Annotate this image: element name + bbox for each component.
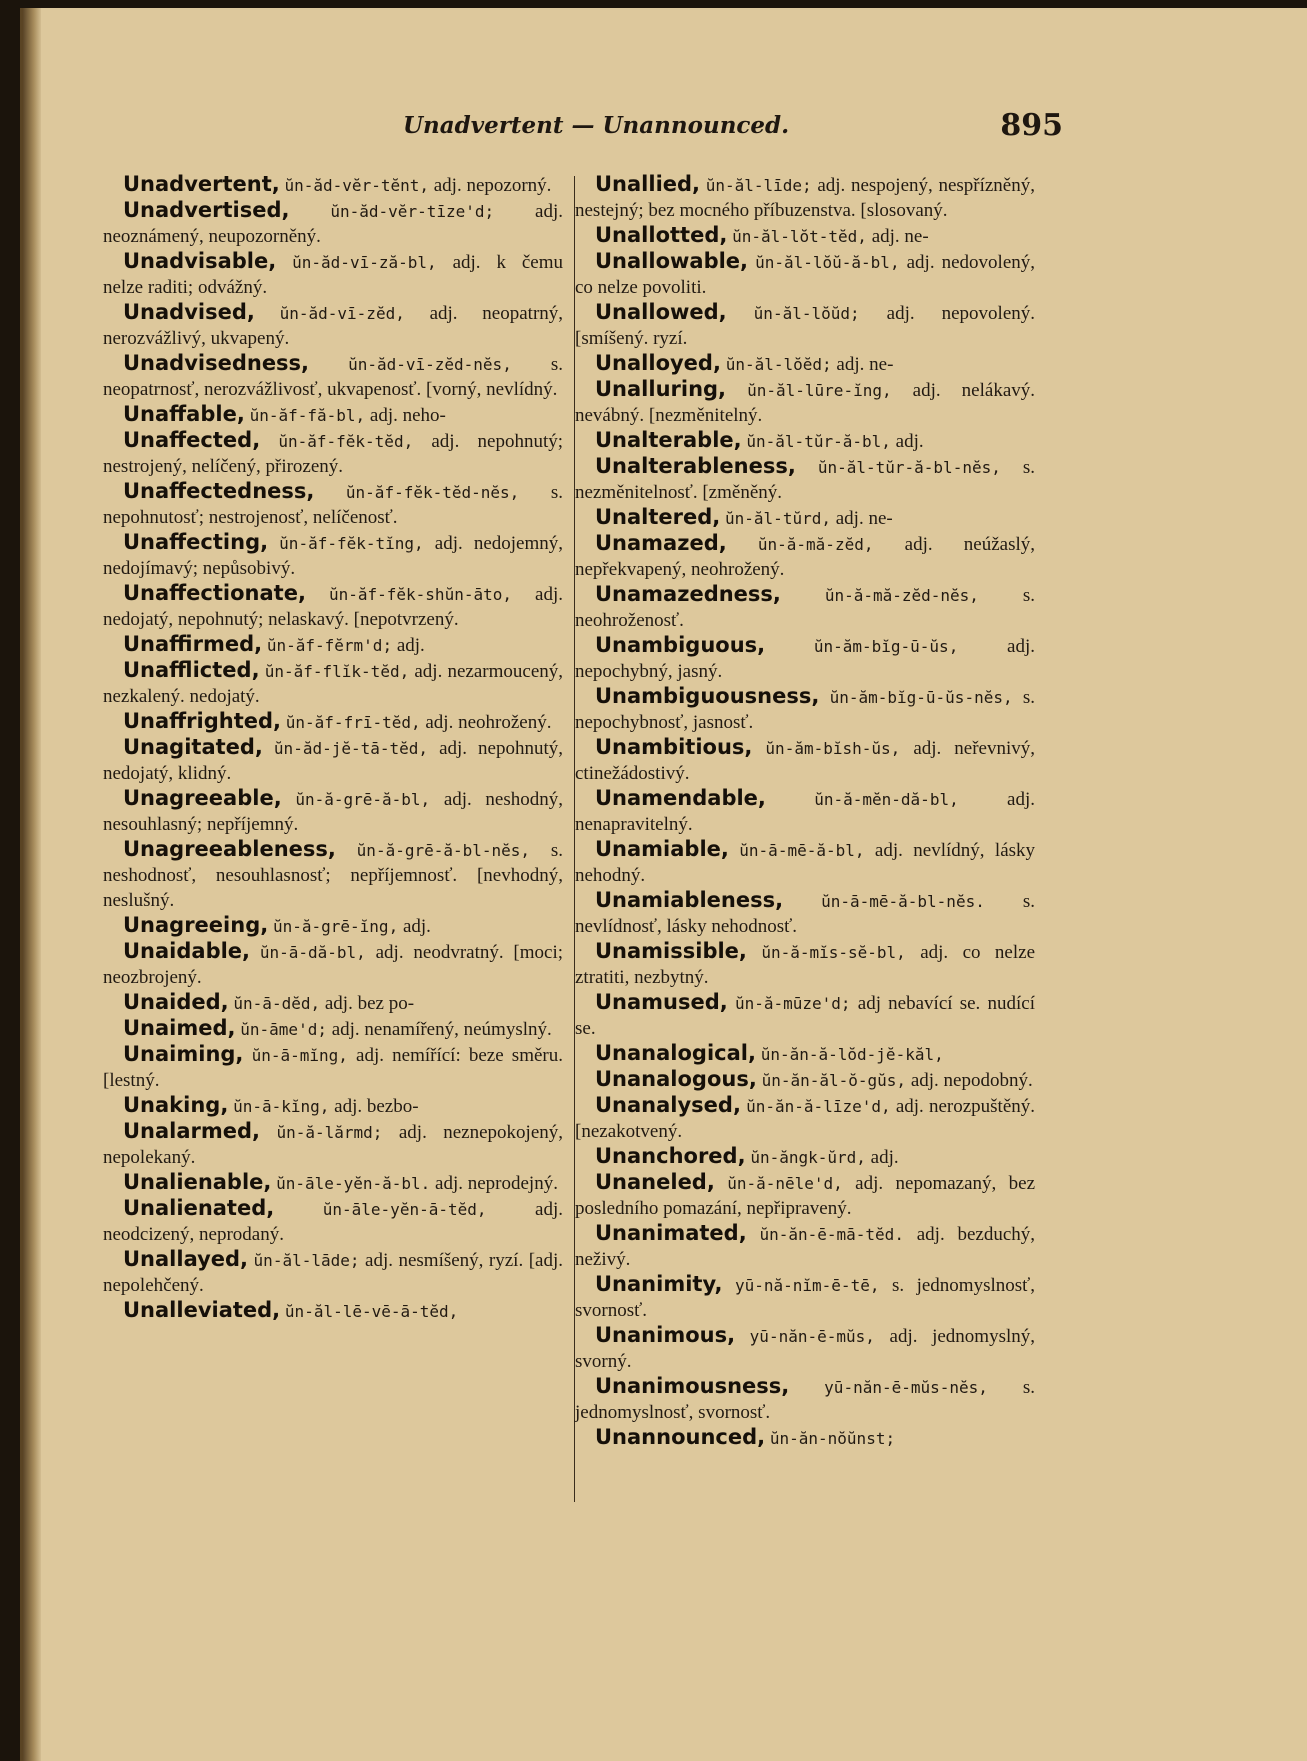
entry-pronunciation: ŭn-ă-mĕn-dă-bl, <box>814 790 959 809</box>
entry-pronunciation: ŭn-ăm-bĭg-ū-ŭs, <box>813 637 959 656</box>
entry-definition: adj. nedojemný, nedojímavý; nepůsobivý. <box>103 533 563 579</box>
entry-definition: s. nezměnitelnosť. [změněný. <box>575 457 1036 503</box>
entry-pronunciation: ŭn-ăl-lŏĕd; <box>725 355 832 374</box>
entry-pronunciation: ŭn-ăn-ă-lŏd-jĕ-kăl, <box>760 1045 944 1064</box>
entry-definition: adj. <box>870 1147 899 1168</box>
entry-headword: Unaffectedness, <box>123 479 315 503</box>
entry-definition: adj. nedovolený, co nelze povoliti. <box>575 252 1036 298</box>
entry-pronunciation: ŭn-ăd-jĕ-tā-tĕd, <box>273 739 429 758</box>
entry-pronunciation: ŭn-ă-lărmd; <box>276 1123 383 1142</box>
entry-pronunciation: ŭn-ăf-fĕrm'd; <box>266 636 393 655</box>
dictionary-entry <box>575 377 1035 428</box>
dictionary-entry <box>575 1041 1035 1067</box>
entry-headword: Unadvertised, <box>123 198 290 222</box>
right-column <box>575 172 1035 1451</box>
dictionary-entry <box>103 1196 563 1247</box>
dictionary-entry <box>103 913 563 939</box>
entry-headword: Unalienated, <box>123 1196 275 1220</box>
dictionary-entry <box>103 530 563 581</box>
entry-definition: adj. co nelze ztratiti, nezbytný. <box>575 942 1035 988</box>
entry-pronunciation: ŭn-ăn-ē-mā-tĕd. <box>759 1225 904 1244</box>
entry-pronunciation: ŭn-āle-yĕn-ā-tĕd, <box>322 1200 487 1219</box>
dictionary-entry <box>575 684 1035 735</box>
entry-definition: adj. neprodejný. <box>435 1173 558 1194</box>
dictionary-entry <box>575 454 1035 505</box>
dictionary-entry <box>103 300 563 351</box>
entry-headword: Unalarmed, <box>123 1119 261 1143</box>
entry-headword: Unaking, <box>123 1093 229 1117</box>
entry-headword: Unamiable, <box>595 837 729 861</box>
entry-headword: Unannounced, <box>595 1425 766 1449</box>
entry-pronunciation: ŭn-ăd-vī-ză-bl, <box>292 253 437 272</box>
entry-definition: adj. neodvratný. [moci; neozbrojený. <box>103 942 564 988</box>
entry-definition: adj. nesmíšený, ryzí. [adj. nepolehčený. <box>103 1250 563 1296</box>
entry-definition: adj. nelákavý. nevábný. [nezměnitelný. <box>575 380 1036 426</box>
entry-headword: Unalterable, <box>595 428 742 452</box>
entry-headword: Unaltered, <box>595 505 721 529</box>
entry-pronunciation: ŭn-ā-dĕd, <box>233 994 321 1013</box>
entry-definition: adj. neshodný, nesouhlasný; nepříjemný. <box>103 789 563 835</box>
entry-pronunciation: ŭn-ă-mĭs-sĕ-bl, <box>761 943 906 962</box>
entry-definition: adj. nerozpuštěný. [nezakotvený. <box>575 1096 1036 1142</box>
book-page <box>20 8 1307 1761</box>
entry-pronunciation: yū-năn-ē-mŭs-nĕs, <box>824 1378 988 1397</box>
entry-headword: Unanimated, <box>595 1221 747 1245</box>
entry-definition: adj. <box>396 635 425 656</box>
entry-definition: adj. <box>895 431 924 452</box>
entry-pronunciation: ŭn-ăd-vĕr-tĕnt, <box>284 176 429 195</box>
entry-pronunciation: ŭn-āle-yĕn-ă-bl. <box>276 1174 431 1193</box>
dictionary-entry <box>103 735 563 786</box>
entry-headword: Unanchored, <box>595 1144 746 1168</box>
entry-definition: adj. neřevnivý, ctinežádostivý. <box>575 738 1036 784</box>
entry-headword: Unaneled, <box>595 1170 715 1194</box>
dictionary-entry <box>103 632 563 658</box>
entry-headword: Unamazedness, <box>595 582 781 606</box>
entry-pronunciation: ŭn-ăd-vī-zĕd, <box>279 304 405 323</box>
entry-pronunciation: ŭn-ă-mūze'd; <box>734 994 851 1013</box>
dictionary-entry <box>103 1119 563 1170</box>
entry-pronunciation: ŭn-ā-mē-ă-bl, <box>739 841 865 860</box>
entry-headword: Unambiguousness, <box>595 684 820 708</box>
entry-pronunciation: ŭn-āme'd; <box>240 1020 327 1039</box>
entry-pronunciation: ŭn-ăd-vī-zĕd-nĕs, <box>348 355 512 374</box>
entry-definition: s. nepohnutosť; nestrojenosť, nelíčenosť. <box>103 482 563 528</box>
dictionary-entry <box>575 505 1035 531</box>
entry-pronunciation: ŭn-ă-nēle'd, <box>727 1174 843 1193</box>
entry-headword: Unalloyed, <box>595 351 721 375</box>
dictionary-entry <box>575 633 1035 684</box>
page-number: 895 <box>1000 108 1063 143</box>
entry-definition: adj. bezbo- <box>334 1096 419 1117</box>
entry-pronunciation: ŭn-ā-dă-bl, <box>259 943 366 962</box>
entry-pronunciation: ŭn-ă-grē-ă-bl, <box>295 790 431 809</box>
entry-pronunciation: ŭn-ăn-ă-līze'd, <box>746 1097 891 1116</box>
entry-pronunciation: ŭn-ăl-lŏŭ-ă-bl, <box>755 253 900 272</box>
dictionary-entry <box>103 198 563 249</box>
dictionary-entry <box>103 479 563 530</box>
entry-headword: Unallied, <box>595 172 701 196</box>
entry-pronunciation: ŭn-ăl-lūre-ĭng, <box>747 381 892 400</box>
entry-pronunciation: ŭn-ā-mĭng, <box>251 1046 348 1065</box>
entry-headword: Unanalogical, <box>595 1041 756 1065</box>
entry-headword: Unadvisedness, <box>123 351 310 375</box>
dictionary-entry <box>575 837 1035 888</box>
entry-definition: adj. jednomyslný, svorný. <box>575 1326 1035 1372</box>
entry-pronunciation: ŭn-ăl-tŭrd, <box>725 509 831 528</box>
entry-definition: adj. neoznámený, neupozorněný. <box>103 201 563 247</box>
entry-definition: adj. neohrožený. <box>425 712 552 733</box>
entry-headword: Unaffected, <box>123 428 261 452</box>
dictionary-entry <box>575 1170 1035 1221</box>
left-column <box>103 172 563 1324</box>
entry-headword: Unambitious, <box>595 735 753 759</box>
dictionary-entry <box>103 351 563 402</box>
dictionary-entry <box>103 786 563 837</box>
entry-definition: adj. <box>402 916 431 937</box>
entry-definition: adj. nedojatý, nepohnutý; nelaskavý. [nepotvrzený. <box>103 584 564 630</box>
entry-pronunciation: ŭn-ăl-lŏt-tĕd, <box>732 227 867 246</box>
entry-pronunciation: ŭn-ă-mă-zĕd-nĕs, <box>824 586 979 605</box>
entry-definition: s. neshodnosť, nesouhlasnosť; nepříjemnosť. [nevhodný, neslušný. <box>103 840 564 911</box>
dictionary-entry <box>103 1247 563 1298</box>
page-title: Unadvertent — Unannounced. <box>403 112 790 139</box>
book-spine-shadow <box>23 8 41 1761</box>
dictionary-entry <box>103 709 563 735</box>
page-header <box>123 108 1063 148</box>
entry-definition: adj. bez po- <box>324 993 415 1014</box>
entry-headword: Unadvised, <box>123 300 255 324</box>
entry-pronunciation: ŭn-ă-mă-zĕd, <box>757 535 874 554</box>
dictionary-entry <box>575 1272 1035 1323</box>
dictionary-entry <box>575 531 1035 582</box>
entry-definition: adj. neopatrný, nerozvážlivý, ukvapený. <box>103 303 564 349</box>
entry-definition: adj. neodcizený, neprodaný. <box>103 1199 563 1245</box>
dictionary-entry <box>575 990 1035 1041</box>
entry-pronunciation: ŭn-ā-mē-ă-bl-nĕs. <box>821 892 985 911</box>
dictionary-entry <box>103 428 563 479</box>
entry-pronunciation: ŭn-ăn-ăl-ŏ-gŭs, <box>761 1071 907 1090</box>
entry-definition: adj. ne- <box>871 226 929 247</box>
entry-definition: adj. nepohnutý; nestrojený, nelíčený, přirozený. <box>103 431 563 477</box>
entry-headword: Unaidable, <box>123 939 251 963</box>
entry-pronunciation: ŭn-ăl-lē-vē-ā-tĕd, <box>284 1302 459 1321</box>
entry-pronunciation: ŭn-ăl-līde; <box>705 176 812 195</box>
entry-pronunciation: ŭn-ăf-flĭk-tĕd, <box>264 662 410 681</box>
entry-pronunciation: ŭn-ăd-vĕr-tīze'd; <box>330 202 495 221</box>
entry-definition: adj. nenapravitelný. <box>575 789 1035 835</box>
entry-headword: Unaffrighted, <box>123 709 282 733</box>
entry-headword: Unallowed, <box>595 300 727 324</box>
entry-pronunciation: ŭn-ăm-bĭg-ū-ŭs-nĕs, <box>829 688 1013 707</box>
entry-headword: Unalluring, <box>595 377 727 401</box>
entry-headword: Unamazed, <box>595 531 727 555</box>
entry-definition: s. neohroženosť. <box>575 585 1035 631</box>
entry-definition: s. nevlídnosť, lásky nehodnosť. <box>575 891 1035 937</box>
dictionary-entry <box>103 172 563 198</box>
entry-headword: Unalienable, <box>123 1170 272 1194</box>
entry-headword: Unadvertent, <box>123 172 280 196</box>
entry-headword: Unamused, <box>595 990 728 1014</box>
entry-headword: Unanimousness, <box>595 1374 790 1398</box>
entry-headword: Unallotted, <box>595 223 728 247</box>
dictionary-entry <box>103 1170 563 1196</box>
dictionary-entry <box>575 223 1035 249</box>
dictionary-entry <box>103 1298 563 1324</box>
entry-definition: s. neopatrnosť, nerozvážlivosť, ukvapenosť. [vorný, nevlídný. <box>103 354 563 400</box>
entry-definition: adj. nepomazaný, bez posledního pomazání, nepřipravený. <box>575 1173 1036 1219</box>
entry-pronunciation: ŭn-ă-grē-ĭng, <box>272 917 399 936</box>
entry-definition: adj. nezarmoucený, nezkalený. nedojatý. <box>103 661 564 707</box>
dictionary-entry <box>575 1067 1035 1093</box>
dictionary-entry <box>103 658 563 709</box>
dictionary-entry <box>575 1093 1035 1144</box>
entry-definition: adj. nemířící: beze směru. [lestný. <box>103 1045 563 1091</box>
dictionary-entry <box>575 249 1035 300</box>
dictionary-entry <box>103 1093 563 1119</box>
entry-headword: Unagreeable, <box>123 786 282 810</box>
entry-definition: adj nebavící se. nudící se. <box>575 993 1036 1039</box>
entry-headword: Unaided, <box>123 990 229 1014</box>
entry-pronunciation: ŭn-ăf-fĕk-tĭng, <box>279 534 424 553</box>
entry-headword: Unallayed, <box>123 1247 249 1271</box>
dictionary-entry <box>103 837 563 913</box>
entry-definition: adj. bezduchý, neživý. <box>575 1224 1036 1270</box>
entry-headword: Unalterableness, <box>595 454 796 478</box>
entry-definition: adj. nespojený, nespřízněný, nestejný; bez mocného příbuzenstva. [slosovaný. <box>575 175 1035 221</box>
dictionary-entry <box>575 786 1035 837</box>
entry-pronunciation: ŭn-ā-kĭng, <box>233 1097 330 1116</box>
entry-pronunciation: ŭn-ăl-lāde; <box>253 1251 360 1270</box>
dictionary-entry <box>103 1042 563 1093</box>
entry-pronunciation: ŭn-ăngk-ŭrd, <box>750 1148 866 1167</box>
entry-definition: adj. neho- <box>369 405 446 426</box>
entry-definition: adj. neúžaslý, nepřekvapený, neohrožený. <box>575 534 1035 580</box>
entry-headword: Unadvisable, <box>123 249 277 273</box>
entry-pronunciation: ŭn-ăl-tŭr-ă-bl, <box>746 432 891 451</box>
entry-headword: Unanimous, <box>595 1323 736 1347</box>
entry-definition: adj. nepochybný, jasný. <box>575 636 1035 682</box>
dictionary-entry <box>575 172 1035 223</box>
dictionary-entry <box>575 1221 1035 1272</box>
entry-definition: adj. nepodobný. <box>910 1070 1033 1091</box>
entry-pronunciation: ŭn-ăl-tŭr-ă-bl-nĕs, <box>817 458 1001 477</box>
dictionary-entry <box>575 351 1035 377</box>
entry-headword: Unaffable, <box>123 402 245 426</box>
entry-definition: s. nepochybnosť, jasnosť. <box>575 687 1036 733</box>
entry-definition: adj. nepozorný. <box>433 175 552 196</box>
dictionary-entry <box>575 1323 1035 1374</box>
entry-pronunciation: ŭn-ăm-bĭsh-ŭs, <box>765 739 901 758</box>
dictionary-entry <box>103 990 563 1016</box>
entry-pronunciation: ŭn-ăf-fĕk-tĕd, <box>278 432 414 451</box>
entry-headword: Unaffirmed, <box>123 632 263 656</box>
dictionary-entry <box>103 1016 563 1042</box>
entry-pronunciation: yū-nă-nĭm-ē-tē, <box>734 1276 880 1295</box>
entry-pronunciation: ŭn-ăf-fĕk-shŭn-āto, <box>328 585 512 604</box>
entry-headword: Unafflicted, <box>123 658 260 682</box>
dictionary-entry <box>103 249 563 300</box>
entry-headword: Unaiming, <box>123 1042 244 1066</box>
entry-headword: Unagreeableness, <box>123 837 336 861</box>
entry-definition: s. jednomyslnosť, svornosť. <box>575 1377 1036 1423</box>
dictionary-entry <box>103 939 563 990</box>
dictionary-entry <box>103 581 563 632</box>
entry-headword: Unambiguous, <box>595 633 766 657</box>
entry-headword: Unanimity, <box>595 1272 723 1296</box>
entry-headword: Unallowable, <box>595 249 749 273</box>
entry-pronunciation: yū-năn-ē-mŭs, <box>749 1327 875 1346</box>
entry-definition: adj. nevlídný, lásky nehodný. <box>575 840 1036 886</box>
entry-definition: adj. nepohnutý, nedojatý, klidný. <box>103 738 563 784</box>
entry-pronunciation: ŭn-ăl-lŏŭd; <box>753 304 860 323</box>
entry-definition: adj. nenamířený, neúmyslný. <box>331 1019 552 1040</box>
dictionary-entry <box>575 1425 1035 1451</box>
entry-headword: Unagreeing, <box>123 913 269 937</box>
entry-pronunciation: ŭn-ăf-fĕk-tĕd-nĕs, <box>345 483 520 502</box>
dictionary-entry <box>103 402 563 428</box>
entry-headword: Unamendable, <box>595 786 766 810</box>
entry-pronunciation: ŭn-ăn-nŏŭnst; <box>769 1429 896 1448</box>
entry-headword: Unagitated, <box>123 735 263 759</box>
entry-definition: adj. k čemu nelze raditi; odvážný. <box>103 252 564 298</box>
entry-pronunciation: ŭn-ăf-fă-bl, <box>249 406 366 425</box>
entry-pronunciation: ŭn-ă-grē-ă-bl-nĕs, <box>356 841 531 860</box>
dictionary-entry <box>575 582 1035 633</box>
entry-headword: Unamiableness, <box>595 888 784 912</box>
dictionary-entry <box>575 428 1035 454</box>
entry-headword: Unamissible, <box>595 939 747 963</box>
dictionary-entry <box>575 735 1035 786</box>
entry-definition: s. jednomyslnosť, svornosť. <box>575 1275 1036 1321</box>
dictionary-entry <box>575 939 1035 990</box>
entry-definition: adj. neznepokojený, nepolekaný. <box>103 1122 563 1168</box>
dictionary-entry <box>575 300 1035 351</box>
entry-headword: Unanalysed, <box>595 1093 741 1117</box>
entry-definition: adj. nepovolený. [smíšený. ryzí. <box>575 303 1036 349</box>
entry-headword: Unaimed, <box>123 1016 236 1040</box>
dictionary-entry <box>575 1144 1035 1170</box>
entry-pronunciation: ŭn-ăf-frī-tĕd, <box>285 713 421 732</box>
entry-headword: Unalleviated, <box>123 1298 281 1322</box>
dictionary-entry <box>575 1374 1035 1425</box>
entry-headword: Unaffecting, <box>123 530 269 554</box>
entry-definition: adj. ne- <box>836 354 894 375</box>
entry-headword: Unanalogous, <box>595 1067 757 1091</box>
entry-headword: Unaffectionate, <box>123 581 306 605</box>
dictionary-entry <box>575 888 1035 939</box>
entry-definition: adj. ne- <box>835 508 893 529</box>
